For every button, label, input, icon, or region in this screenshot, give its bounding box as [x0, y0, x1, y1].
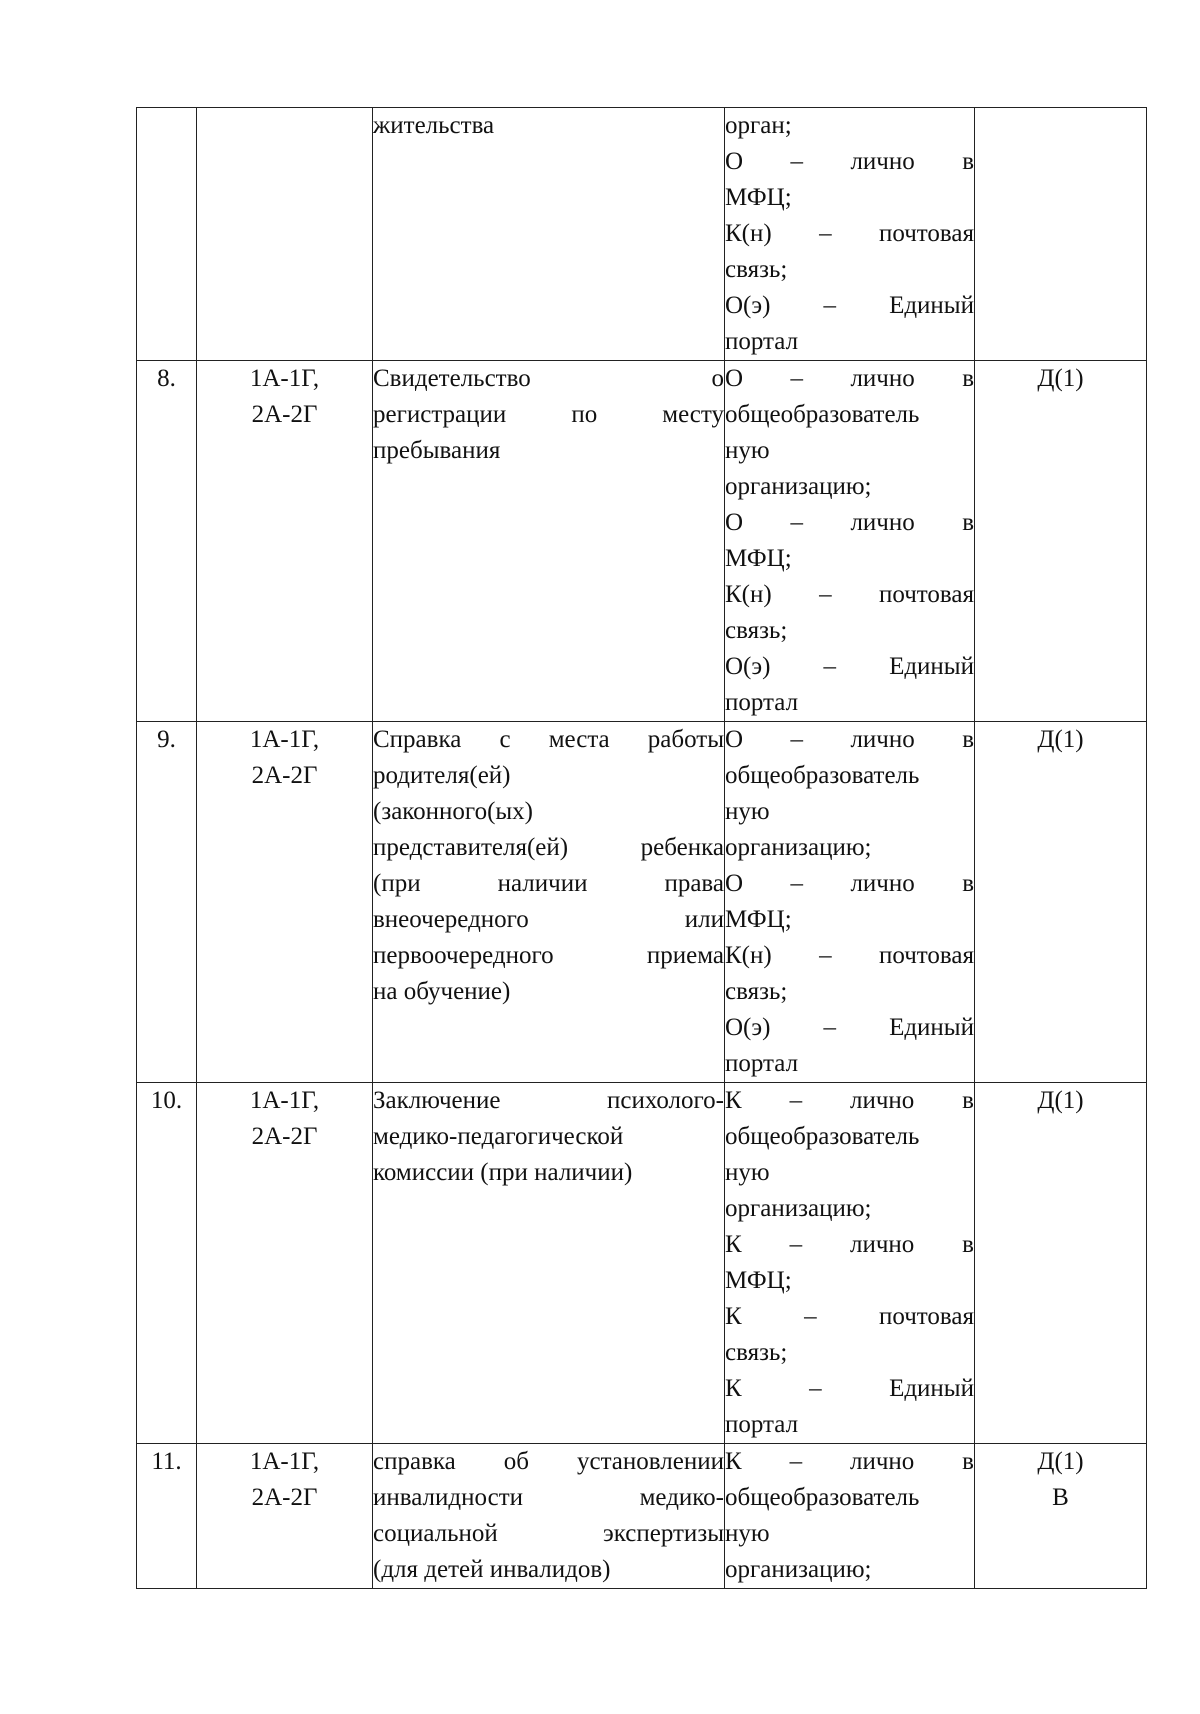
row-number-cell	[137, 1083, 197, 1444]
submission-method-line: портал	[725, 1411, 799, 1438]
table-row	[137, 361, 1147, 722]
submission-method-line-word: в	[962, 1231, 974, 1258]
submission-method-line	[725, 722, 974, 758]
submission-method-line-word: почтовая	[879, 1303, 974, 1330]
submission-method-cell	[725, 722, 975, 1083]
submission-method-line-word: К	[725, 1231, 742, 1258]
document-name-line-word: установлении	[576, 1448, 724, 1475]
document-name-line-word: Заключение	[373, 1087, 501, 1114]
submission-method-line: орган;	[725, 112, 792, 139]
result-cell	[975, 361, 1147, 722]
table-body	[137, 108, 1147, 1589]
submission-method-line-word: лично	[850, 726, 915, 753]
applicant-category: 2А-2Г	[251, 401, 318, 428]
document-name-line	[373, 938, 724, 974]
submission-method-line: связь;	[725, 617, 788, 644]
submission-method-line	[725, 216, 974, 252]
document-name-line: (законного(ых)	[373, 798, 534, 825]
row-number: 9.	[157, 726, 176, 753]
row-number-cell	[137, 361, 197, 722]
submission-method-line	[725, 288, 974, 324]
row-number-cell	[137, 1444, 197, 1589]
documents-table	[136, 107, 1147, 1589]
document-name-line	[373, 722, 724, 758]
submission-method-line-word: Единый	[889, 653, 974, 680]
document-name-line-word: или	[684, 906, 724, 933]
document-name-line-word: инвалидности	[373, 1484, 524, 1511]
submission-method-line	[725, 1444, 974, 1480]
submission-method-line-word: в	[962, 365, 974, 392]
submission-method-line-word: –	[789, 1087, 803, 1114]
document-name-line-word: ребенка	[640, 834, 724, 861]
document-name-line-word: психолого-	[606, 1087, 724, 1114]
submission-method-line-word: К(н)	[725, 220, 772, 247]
submission-method-line-word: Единый	[889, 292, 974, 319]
submission-method-line-word: лично	[849, 1448, 915, 1475]
submission-method-line-word: в	[962, 1448, 974, 1475]
submission-method-line: ную	[725, 1520, 770, 1547]
submission-method-line	[725, 1083, 974, 1119]
document-name-line-word: по	[571, 401, 598, 428]
result-code: Д(1)	[1037, 1087, 1084, 1114]
submission-method-line-word: в	[962, 1087, 974, 1114]
submission-method-line: портал	[725, 328, 799, 355]
submission-method-line	[725, 649, 974, 685]
submission-method-line-word: О(э)	[725, 653, 771, 680]
submission-method-line: МФЦ;	[725, 1267, 792, 1294]
document-name-line-word: экспертизы	[603, 1520, 724, 1547]
submission-method-line	[725, 1010, 974, 1046]
submission-method-line-word: –	[804, 1303, 817, 1330]
document-name-line	[373, 1083, 724, 1119]
table-row	[137, 1083, 1147, 1444]
row-number: 11.	[151, 1448, 182, 1475]
submission-method-line-word: О(э)	[725, 292, 771, 319]
document-name-line-word: представителя(ей)	[373, 834, 569, 861]
submission-method-line-word: К	[725, 1303, 742, 1330]
submission-method-cell	[725, 1083, 975, 1444]
document-name-line-word: (при	[373, 870, 421, 897]
submission-method-line-word: –	[790, 870, 803, 897]
document-name-line-word: об	[503, 1448, 529, 1475]
row-number: 10.	[150, 1087, 183, 1114]
document-name-cell	[373, 1444, 725, 1589]
submission-method-line: МФЦ;	[725, 906, 792, 933]
document-name-line-word: социальной	[373, 1520, 498, 1547]
submission-method-line-word: –	[790, 148, 803, 175]
submission-method-line: МФЦ;	[725, 545, 792, 572]
row-number-cell	[137, 722, 197, 1083]
submission-method-line-word: лично	[850, 365, 915, 392]
document-name-line: (для детей инвалидов)	[373, 1556, 611, 1583]
submission-method-line-word: почтовая	[879, 581, 974, 608]
submission-method-line-word: лично	[850, 509, 915, 536]
result-code: В	[1052, 1484, 1069, 1511]
submission-method-line-word: почтовая	[879, 942, 974, 969]
result-code: Д(1)	[1037, 726, 1084, 753]
submission-method-line-word: –	[819, 220, 832, 247]
table-row	[137, 1444, 1147, 1589]
applicant-category-cell	[197, 722, 373, 1083]
submission-method-line-word: в	[962, 870, 974, 897]
document-name-line: родителя(ей)	[373, 762, 511, 789]
submission-method-line-word: К	[725, 1087, 742, 1114]
submission-method-line-word: –	[790, 509, 803, 536]
submission-method-line	[725, 144, 974, 180]
submission-method-line	[725, 1227, 974, 1263]
submission-method-line-word: –	[790, 726, 803, 753]
submission-method-line-word: О	[725, 365, 744, 392]
document-name-line	[373, 902, 724, 938]
submission-method-line-word: О	[725, 726, 744, 753]
table-row	[137, 108, 1147, 361]
row-number: 8.	[157, 365, 176, 392]
submission-method-line-word: лично	[849, 1231, 915, 1258]
applicant-category: 1А-1Г,	[249, 1448, 320, 1475]
submission-method-line: общеобразователь	[725, 762, 920, 789]
applicant-category-cell	[197, 1444, 373, 1589]
document-name-line	[373, 1444, 724, 1480]
row-number-cell	[137, 108, 197, 361]
document-name-line-word: права	[664, 870, 724, 897]
submission-method-cell	[725, 108, 975, 361]
document-name-line-word: наличии	[497, 870, 588, 897]
submission-method-line	[725, 577, 974, 613]
submission-method-line-word: –	[790, 365, 803, 392]
applicant-category: 1А-1Г,	[249, 726, 320, 753]
applicant-category: 2А-2Г	[251, 1484, 318, 1511]
submission-method-line-word: –	[823, 292, 836, 319]
document-name-line-word: справка	[373, 1448, 456, 1475]
document-name-line	[373, 830, 724, 866]
submission-method-line-word: –	[819, 942, 832, 969]
document-name-line-word: с	[499, 726, 511, 753]
submission-method-line-word: –	[823, 653, 836, 680]
submission-method-line: общеобразователь	[725, 1123, 920, 1150]
result-cell	[975, 1083, 1147, 1444]
document-name-line-word: о	[711, 365, 724, 392]
document-name-line	[373, 397, 724, 433]
submission-method-cell	[725, 361, 975, 722]
applicant-category-cell	[197, 361, 373, 722]
document-name-line-word: месту	[662, 401, 724, 428]
document-name-line-word: первоочередного	[373, 942, 554, 969]
submission-method-line: портал	[725, 1050, 799, 1077]
submission-method-line: связь;	[725, 256, 788, 283]
submission-method-line: связь;	[725, 1339, 788, 1366]
document-name-line-word: Свидетельство	[373, 365, 531, 392]
submission-method-line-word: почтовая	[879, 220, 974, 247]
document-name-cell	[373, 722, 725, 1083]
submission-method-line	[725, 938, 974, 974]
applicant-category: 2А-2Г	[251, 1123, 318, 1150]
submission-method-line-word: О	[725, 148, 744, 175]
applicant-category: 2А-2Г	[251, 762, 318, 789]
submission-method-cell	[725, 1444, 975, 1589]
document-name-line	[373, 1516, 724, 1552]
document-name-cell	[373, 108, 725, 361]
submission-method-line-word: Единый	[889, 1375, 974, 1402]
document-name-cell	[373, 361, 725, 722]
result-code: Д(1)	[1037, 1448, 1084, 1475]
submission-method-line: ную	[725, 1159, 770, 1186]
document-name-line-word: приема	[646, 942, 724, 969]
submission-method-line-word: в	[962, 509, 974, 536]
submission-method-line: общеобразователь	[725, 1484, 920, 1511]
document-name-line-word: работы	[647, 726, 724, 753]
submission-method-line-word: К	[725, 1375, 742, 1402]
applicant-category: 1А-1Г,	[249, 365, 320, 392]
submission-method-line	[725, 1371, 974, 1407]
applicant-category: 1А-1Г,	[249, 1087, 320, 1114]
document-name-line-word: места	[548, 726, 610, 753]
submission-method-line-word: в	[962, 148, 974, 175]
document-name-line-word: медико-	[639, 1484, 724, 1511]
document-name-line: пребывания	[373, 437, 501, 464]
result-cell	[975, 1444, 1147, 1589]
table-row	[137, 722, 1147, 1083]
submission-method-line-word: О	[725, 870, 744, 897]
document-name-line: медико-педагогической	[373, 1123, 624, 1150]
submission-method-line: общеобразователь	[725, 401, 920, 428]
submission-method-line-word: К(н)	[725, 581, 772, 608]
submission-method-line-word: О	[725, 509, 744, 536]
document-name-line	[373, 1480, 724, 1516]
document-name-line: на обучение)	[373, 978, 511, 1005]
document-name-line-word: внеочередного	[373, 906, 529, 933]
submission-method-line	[725, 1299, 974, 1335]
submission-method-line: портал	[725, 689, 799, 716]
document-name-line: жительства	[373, 112, 495, 139]
submission-method-line: организацию;	[725, 1195, 872, 1222]
submission-method-line-word: –	[789, 1448, 803, 1475]
applicant-category-cell	[197, 1083, 373, 1444]
submission-method-line-word: –	[819, 581, 832, 608]
submission-method-line: организацию;	[725, 1556, 872, 1583]
submission-method-line-word: Единый	[889, 1014, 974, 1041]
document-name-line	[373, 866, 724, 902]
submission-method-line-word: –	[823, 1014, 836, 1041]
submission-method-line-word: лично	[850, 148, 915, 175]
submission-method-line	[725, 505, 974, 541]
submission-method-line: организацию;	[725, 473, 872, 500]
document-name-line: комиссии (при наличии)	[373, 1159, 633, 1186]
submission-method-line: организацию;	[725, 834, 872, 861]
document-name-cell	[373, 1083, 725, 1444]
submission-method-line	[725, 361, 974, 397]
document-name-line-word: Справка	[373, 726, 462, 753]
submission-method-line-word: К	[725, 1448, 742, 1475]
result-code: Д(1)	[1037, 365, 1084, 392]
document-name-line-word: регистрации	[373, 401, 507, 428]
submission-method-line-word: О(э)	[725, 1014, 771, 1041]
submission-method-line-word: в	[962, 726, 974, 753]
submission-method-line: связь;	[725, 978, 788, 1005]
submission-method-line	[725, 866, 974, 902]
result-cell	[975, 108, 1147, 361]
submission-method-line-word: К(н)	[725, 942, 772, 969]
document-name-line	[373, 361, 724, 397]
submission-method-line: ную	[725, 437, 770, 464]
submission-method-line-word: лично	[850, 870, 915, 897]
submission-method-line-word: –	[789, 1231, 803, 1258]
result-cell	[975, 722, 1147, 1083]
applicant-category-cell	[197, 108, 373, 361]
submission-method-line: МФЦ;	[725, 184, 792, 211]
submission-method-line-word: лично	[849, 1087, 915, 1114]
submission-method-line: ную	[725, 798, 770, 825]
submission-method-line-word: –	[809, 1375, 822, 1402]
